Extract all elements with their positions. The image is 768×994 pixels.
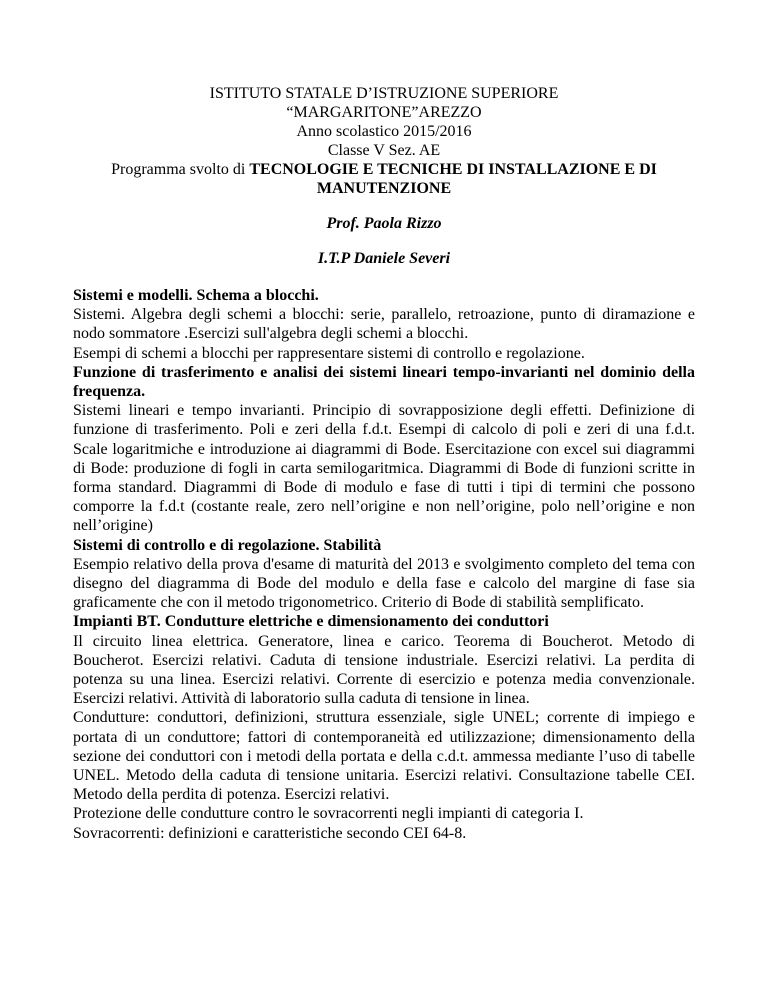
section-paragraph: Esempio relativo della prova d'esame di maturità del 2013 e svolgimento completo del tema con disegno del diagramma di Bode del modulo e della fase e calcolo del margine di fase sia graficamente che con il metodo trigonometrico. Criterio di Bode di stabilità semplificato. (73, 555, 695, 612)
program-title-prefix: Programma svolto di (111, 161, 250, 178)
school-year: Anno scolastico 2015/2016 (296, 123, 472, 140)
document-page (73, 84, 695, 843)
section-heading: Sistemi e modelli. Schema a blocchi. (73, 287, 319, 304)
program-body (73, 286, 695, 843)
section-paragraph: Esempi di schemi a blocchi per rappresentare sistemi di controllo e regolazione. (73, 344, 585, 362)
section-paragraph: Sovracorrenti: definizioni e caratteristiche secondo CEI 64-8. (73, 824, 467, 842)
section-paragraph: Condutture: conduttori, definizioni, struttura essenziale, sigle UNEL; corrente di impiego e portata di un conduttore; fattori di contemporaneità ed utilizzazione; dimensionamento della sezione dei conduttori con i metodi della portata e della c.d.t. ammessa mediante l’uso di tabelle UNEL. Metodo della caduta di tensione unitaria. Esercizi relativi. Consultazione tabelle CEI. Metodo della perdita di potenza. Esercizi relativi. (73, 709, 695, 804)
section-paragraph: Sistemi lineari e tempo invarianti. Principio di sovrapposizione degli effetti. Definizione di funzione di trasferimento. Poli e zeri della f.d.t. Esempi di calcolo di poli e zeri di una f.d.t. Scale logaritmiche e introduzione ai diagrammi di Bode. Esercitazione con excel sui diagrammi di Bode: produzione di fogli in carta semilogaritmica. Diagrammi di Bode di funzioni scritte in forma standard. Diagrammi di Bode di modulo e fase di tutti i tipi di termini che possono comporre la f.d.t (costante reale, zero nell’origine e non nell’origine, polo nell’origine e non nell’origine) (73, 402, 695, 535)
school-location: “MARGARITONE”AREZZO (286, 104, 482, 121)
program-subject: TECNOLOGIE E TECNICHE DI INSTALLAZIONE E DI MANUTENZIONE (249, 161, 657, 197)
section-paragraph: Sistemi. Algebra degli schemi a blocchi: serie, parallelo, retroazione, punto di diramazione e nodo sommatore .Esercizi sull'algebra degli schemi a blocchi. (73, 306, 695, 343)
section-heading: Sistemi di controllo e di regolazione. Stabilità (73, 536, 382, 554)
program-title (73, 160, 695, 198)
section-paragraph: Il circuito linea elettrica. Generatore, linea e carico. Teorema di Boucherot. Metodo di Boucherot. Esercizi relativi. Caduta di tensione industriale. Esercizi relativi. La perdita di potenza su una linea. Esercizi relativi. Corrente di esercizio e potenza media convenzionale. Esercizi relativi. Attività di laboratorio sulla caduta di tensione in linea. (73, 632, 695, 708)
section-paragraph: Protezione delle condutture contro le sovracorrenti negli impianti di categoria I. (73, 805, 584, 823)
section-heading: Funzione di trasferimento e analisi dei sistemi lineari tempo-invarianti nel dominio della frequenza. (73, 363, 695, 401)
class-section: Classe V Sez. AE (327, 142, 441, 159)
school-name: ISTITUTO STATALE D’ISTRUZIONE SUPERIORE (209, 85, 559, 102)
itp-name: I.T.P Daniele Severi (317, 250, 451, 267)
teacher-name: Prof. Paola Rizzo (326, 215, 442, 232)
document-header (73, 84, 695, 198)
section-heading: Impianti BT. Condutture elettriche e dimensionamento dei conduttori (73, 613, 549, 631)
